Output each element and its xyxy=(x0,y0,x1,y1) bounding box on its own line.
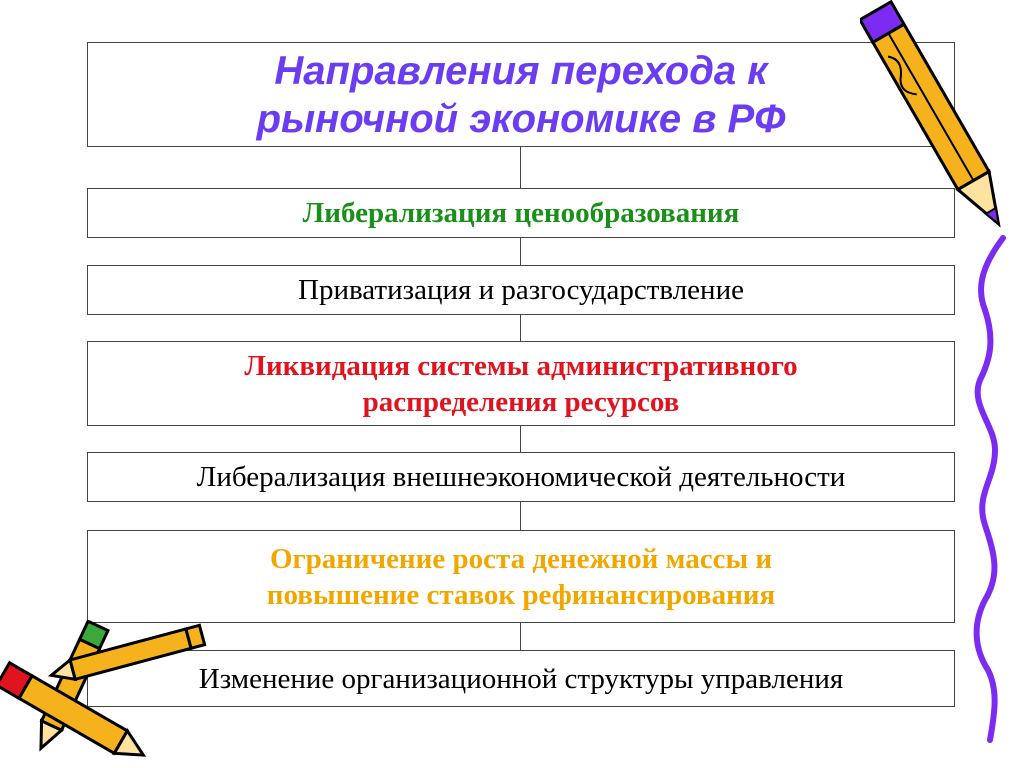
title-line-2: рыночной экономике в РФ xyxy=(256,96,786,141)
item-text xyxy=(199,661,843,697)
item-text xyxy=(267,541,775,613)
item-text xyxy=(197,459,846,495)
item-line-1: Либерализация внешнеэкономической деятельности xyxy=(196,461,846,493)
item-text xyxy=(244,348,797,420)
item-line-1: Ликвидация системы административного xyxy=(244,349,798,382)
item-line-2: повышение ставок рефинансирования xyxy=(266,578,776,611)
item-line-1: Ограничение роста денежной массы и xyxy=(269,542,773,575)
pencil-icons-bottom-left xyxy=(0,620,220,765)
item-line-1: Либерализация ценообразования xyxy=(302,197,740,229)
title-box xyxy=(87,42,955,147)
pencil-icon-top-right xyxy=(860,0,1020,250)
item-box-foreign-trade xyxy=(87,452,955,502)
item-text xyxy=(298,272,744,308)
diagram-title xyxy=(257,47,786,143)
item-line-1: Изменение организационной структуры управления xyxy=(198,662,844,695)
item-box-privatization xyxy=(87,265,955,315)
item-box-liquidation xyxy=(87,341,955,426)
item-box-money-supply xyxy=(87,530,955,623)
item-line-1: Приватизация и разгосударствление xyxy=(298,274,744,306)
item-box-price-liberalization xyxy=(87,188,955,238)
item-line-2: распределения ресурсов xyxy=(362,385,680,418)
title-line-1: Направления перехода к xyxy=(274,48,768,93)
item-text xyxy=(303,195,740,231)
